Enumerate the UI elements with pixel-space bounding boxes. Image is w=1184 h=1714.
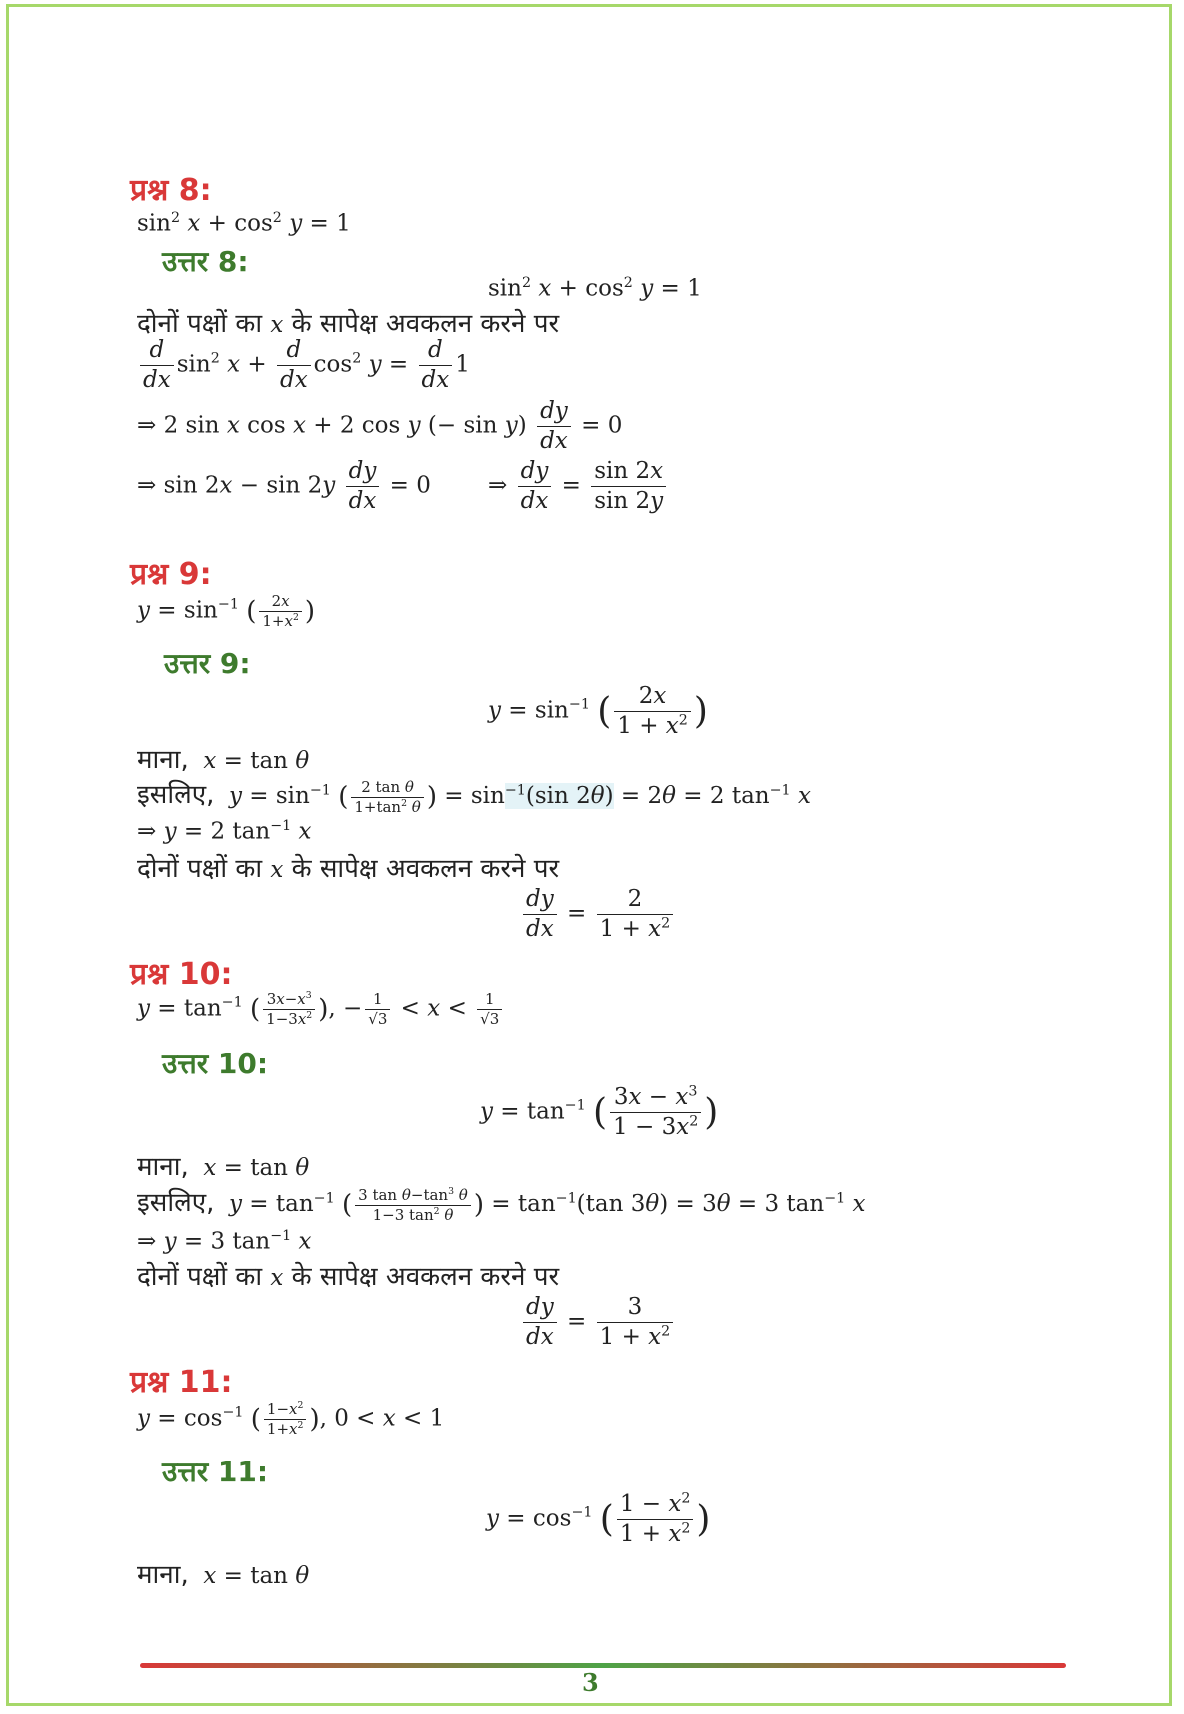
answer-10-therefore: इसलिए, $y = \tan^{-1}$ ( $\frac{3 \tan \theta-\tan^3 \theta}{1-3 \tan^2 \theta}$ ) = $\tan^{-1}(\tan$ 3θ) = 3θ = 3 $\tan^{-1} x$ <box>137 1185 866 1224</box>
question-9-heading: प्रश्न 9: <box>130 557 212 592</box>
question-8-statement: $\sin^2 x + \cos^2 y = 1$ <box>137 210 351 237</box>
answer-9-let: माना, x = tan θ <box>137 745 310 775</box>
answer-9-simplified: ⇒ y = 2 $\tan^{-1} x$ <box>137 818 312 845</box>
question-11-statement: $y = \cos^{-1}$ ( $\frac{1-x^2}{1+x^2}$ ), 0 < x < 1 <box>137 1400 445 1438</box>
answer-10-heading: उत्तर 10: <box>162 1047 269 1080</box>
footer-divider <box>140 1663 1066 1668</box>
answer-8-step-2: ⇒ 2 sin x cos x + 2 cos y (− sin y) $\frac{dy}{dx}$ = 0 <box>137 398 623 454</box>
question-8-heading: प्रश्न 8: <box>130 173 212 208</box>
answer-10-equation: $y = \tan^{-1}$ ( $\frac{3x - x^3}{1 - 3x^2}$ ) <box>480 1083 719 1140</box>
answer-9-therefore: इसलिए, $y = \sin^{-1}$ ( $\frac{\text{2 tan θ}}{1+\tan^2 \theta}$ ) = $\sin^{-1}(\sin$ 2θ) = 2θ = 2 $\tan^{-1} x$ <box>137 777 811 816</box>
answer-9-equation: $y = \sin^{-1}$ ( $\frac{2x}{1 + x^2}$ ) <box>488 683 708 739</box>
answer-8-derivative-line: $\frac{d}{dx}$ $\sin^2 x$ + $\frac{d}{dx}$ $\cos^2 y$ = $\frac{d}{dx}$ 1 <box>137 336 470 395</box>
answer-10-simplified: ⇒ y = 3 $\tan^{-1} x$ <box>137 1228 312 1255</box>
answer-8-heading: उत्तर 8: <box>162 245 249 278</box>
answer-9-heading: उत्तर 9: <box>164 647 251 680</box>
question-11-heading: प्रश्न 11: <box>130 1365 233 1400</box>
answer-9-hindi-step: दोनों पक्षों का x के सापेक्ष अवकलन करने पर <box>137 854 560 884</box>
answer-8-step-3: ⇒ sin 2x − sin 2y $\frac{dy}{dx}$ = 0 <box>137 458 431 514</box>
answer-8-result: ⇒ $\frac{dy}{dx}$ = $\frac{\sin 2x}{\sin 2y}$ <box>488 457 669 516</box>
page-number: 3 <box>582 1668 599 1697</box>
answer-8-hindi-step: दोनों पक्षों का x के सापेक्ष अवकलन करने पर <box>137 309 560 339</box>
answer-10-result: $\frac{dy}{dx}$ = $\frac{3}{1 + x^2}$ <box>520 1293 676 1352</box>
answer-11-heading: उत्तर 11: <box>162 1455 269 1488</box>
question-10-heading: प्रश्न 10: <box>130 957 233 992</box>
question-10-statement: $y = \tan^{-1}$ ( $\frac{3x-x^3}{1-3x^2}$ ), − $\frac{1}{√3}$ < x < $\frac{1}{√3}$ <box>137 990 505 1029</box>
question-9-statement: $y = \sin^{-1}$ ( $\frac{2x}{1+x^2}$ ) <box>137 592 316 630</box>
answer-9-result: $\frac{dy}{dx}$ = $\frac{2}{1 + x^2}$ <box>520 885 676 944</box>
answer-8-equation: $\sin^2 x + \cos^2 y = 1$ <box>488 275 702 302</box>
answer-11-let: माना, x = tan θ <box>137 1560 310 1590</box>
answer-10-hindi-step: दोनों पक्षों का x के सापेक्ष अवकलन करने पर <box>137 1262 560 1292</box>
answer-10-let: माना, x = tan θ <box>137 1152 310 1182</box>
answer-11-equation: $y = \cos^{-1}$ ( $\frac{1 - x^2}{1 + x^2}$ ) <box>486 1490 711 1547</box>
